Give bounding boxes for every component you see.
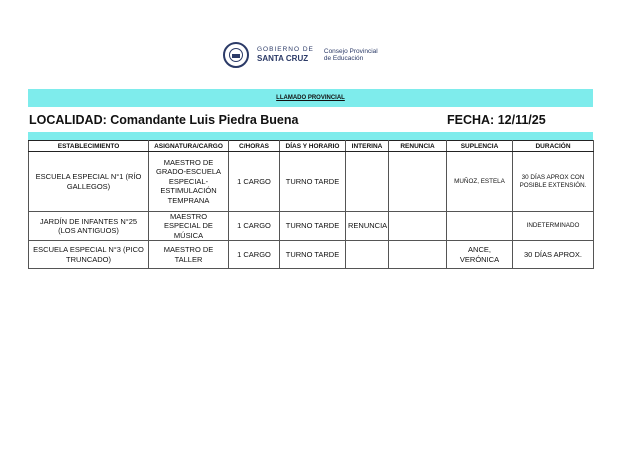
cell-asignatura: MAESTRO DE TALLER [149, 241, 229, 269]
col-header-duracion: DURACIÓN [513, 141, 594, 152]
header-logo [223, 42, 378, 68]
localidad-label: LOCALIDAD: Comandante Luis Piedra Buena [29, 113, 299, 127]
table-row [29, 212, 594, 241]
cell-interina [346, 241, 389, 269]
cell-asignatura: MAESTRO ESPECIAL DE MÚSICA [149, 212, 229, 241]
cell-asignatura: MAESTRO DE GRADO-ESCUELA ESPECIAL-ESTIMULACIÓN TEMPRANA [149, 152, 229, 212]
col-header-interina: INTERINA [346, 141, 389, 152]
cell-horario: TURNO TARDE [280, 212, 346, 241]
table-header-strip [28, 132, 593, 140]
cell-renuncia [389, 152, 447, 212]
cell-horario: TURNO TARDE [280, 152, 346, 212]
cell-horario: TURNO TARDE [280, 241, 346, 269]
cell-suplencia: MUÑOZ, ESTELA [447, 152, 513, 212]
col-header-renuncia: RENUNCIA [389, 141, 447, 152]
cell-duracion: 30 DÍAS APROX. [513, 241, 594, 269]
cell-horas: 1 CARGO [229, 152, 280, 212]
council-name [324, 48, 378, 62]
government-line1: GOBIERNO DE [257, 46, 314, 54]
government-line2: SANTA CRUZ [257, 53, 309, 63]
cell-horas: 1 CARGO [229, 241, 280, 269]
cell-interina [346, 152, 389, 212]
cell-horas: 1 CARGO [229, 212, 280, 241]
cell-renuncia [389, 212, 447, 241]
cell-establecimiento: JARDÍN DE INFANTES N°25 (LOS ANTIGUOS) [29, 212, 149, 241]
col-header-asignatura: ASIGNATURA/CARGO [149, 141, 229, 152]
table-row [29, 241, 594, 269]
cell-suplencia [447, 212, 513, 241]
cell-suplencia: ANCE, VERÓNICA [447, 241, 513, 269]
government-name [257, 47, 314, 63]
col-header-suplencia: SUPLENCIA [447, 141, 513, 152]
title-banner [28, 89, 593, 107]
table-row [29, 152, 594, 212]
cell-renuncia [389, 241, 447, 269]
council-line2: de Educación [323, 55, 364, 62]
fecha-label: FECHA: 12/11/25 [447, 113, 546, 127]
cell-duracion: INDETERMINADO [513, 212, 594, 241]
banner-title: LLAMADO PROVINCIAL [276, 95, 345, 101]
cell-duracion: 30 DÍAS APROX CON POSIBLE EXTENSIÓN. [513, 152, 594, 212]
cell-establecimiento: ESCUELA ESPECIAL N°3 (PICO TRUNCADO) [29, 241, 149, 269]
council-line1: Consejo Provincial [323, 47, 378, 55]
cell-interina: RENUNCIA [346, 212, 389, 241]
col-header-establecimiento: ESTABLECIMIENTO [29, 141, 149, 152]
col-header-horario: DÍAS Y HORARIO [280, 141, 346, 152]
provincial-seal-icon [223, 42, 249, 68]
table-header-row [29, 141, 594, 152]
col-header-horas: C/HORAS [229, 141, 280, 152]
cell-establecimiento: ESCUELA ESPECIAL N°1 (RÍO GALLEGOS) [29, 152, 149, 212]
vacancies-table [28, 140, 594, 269]
